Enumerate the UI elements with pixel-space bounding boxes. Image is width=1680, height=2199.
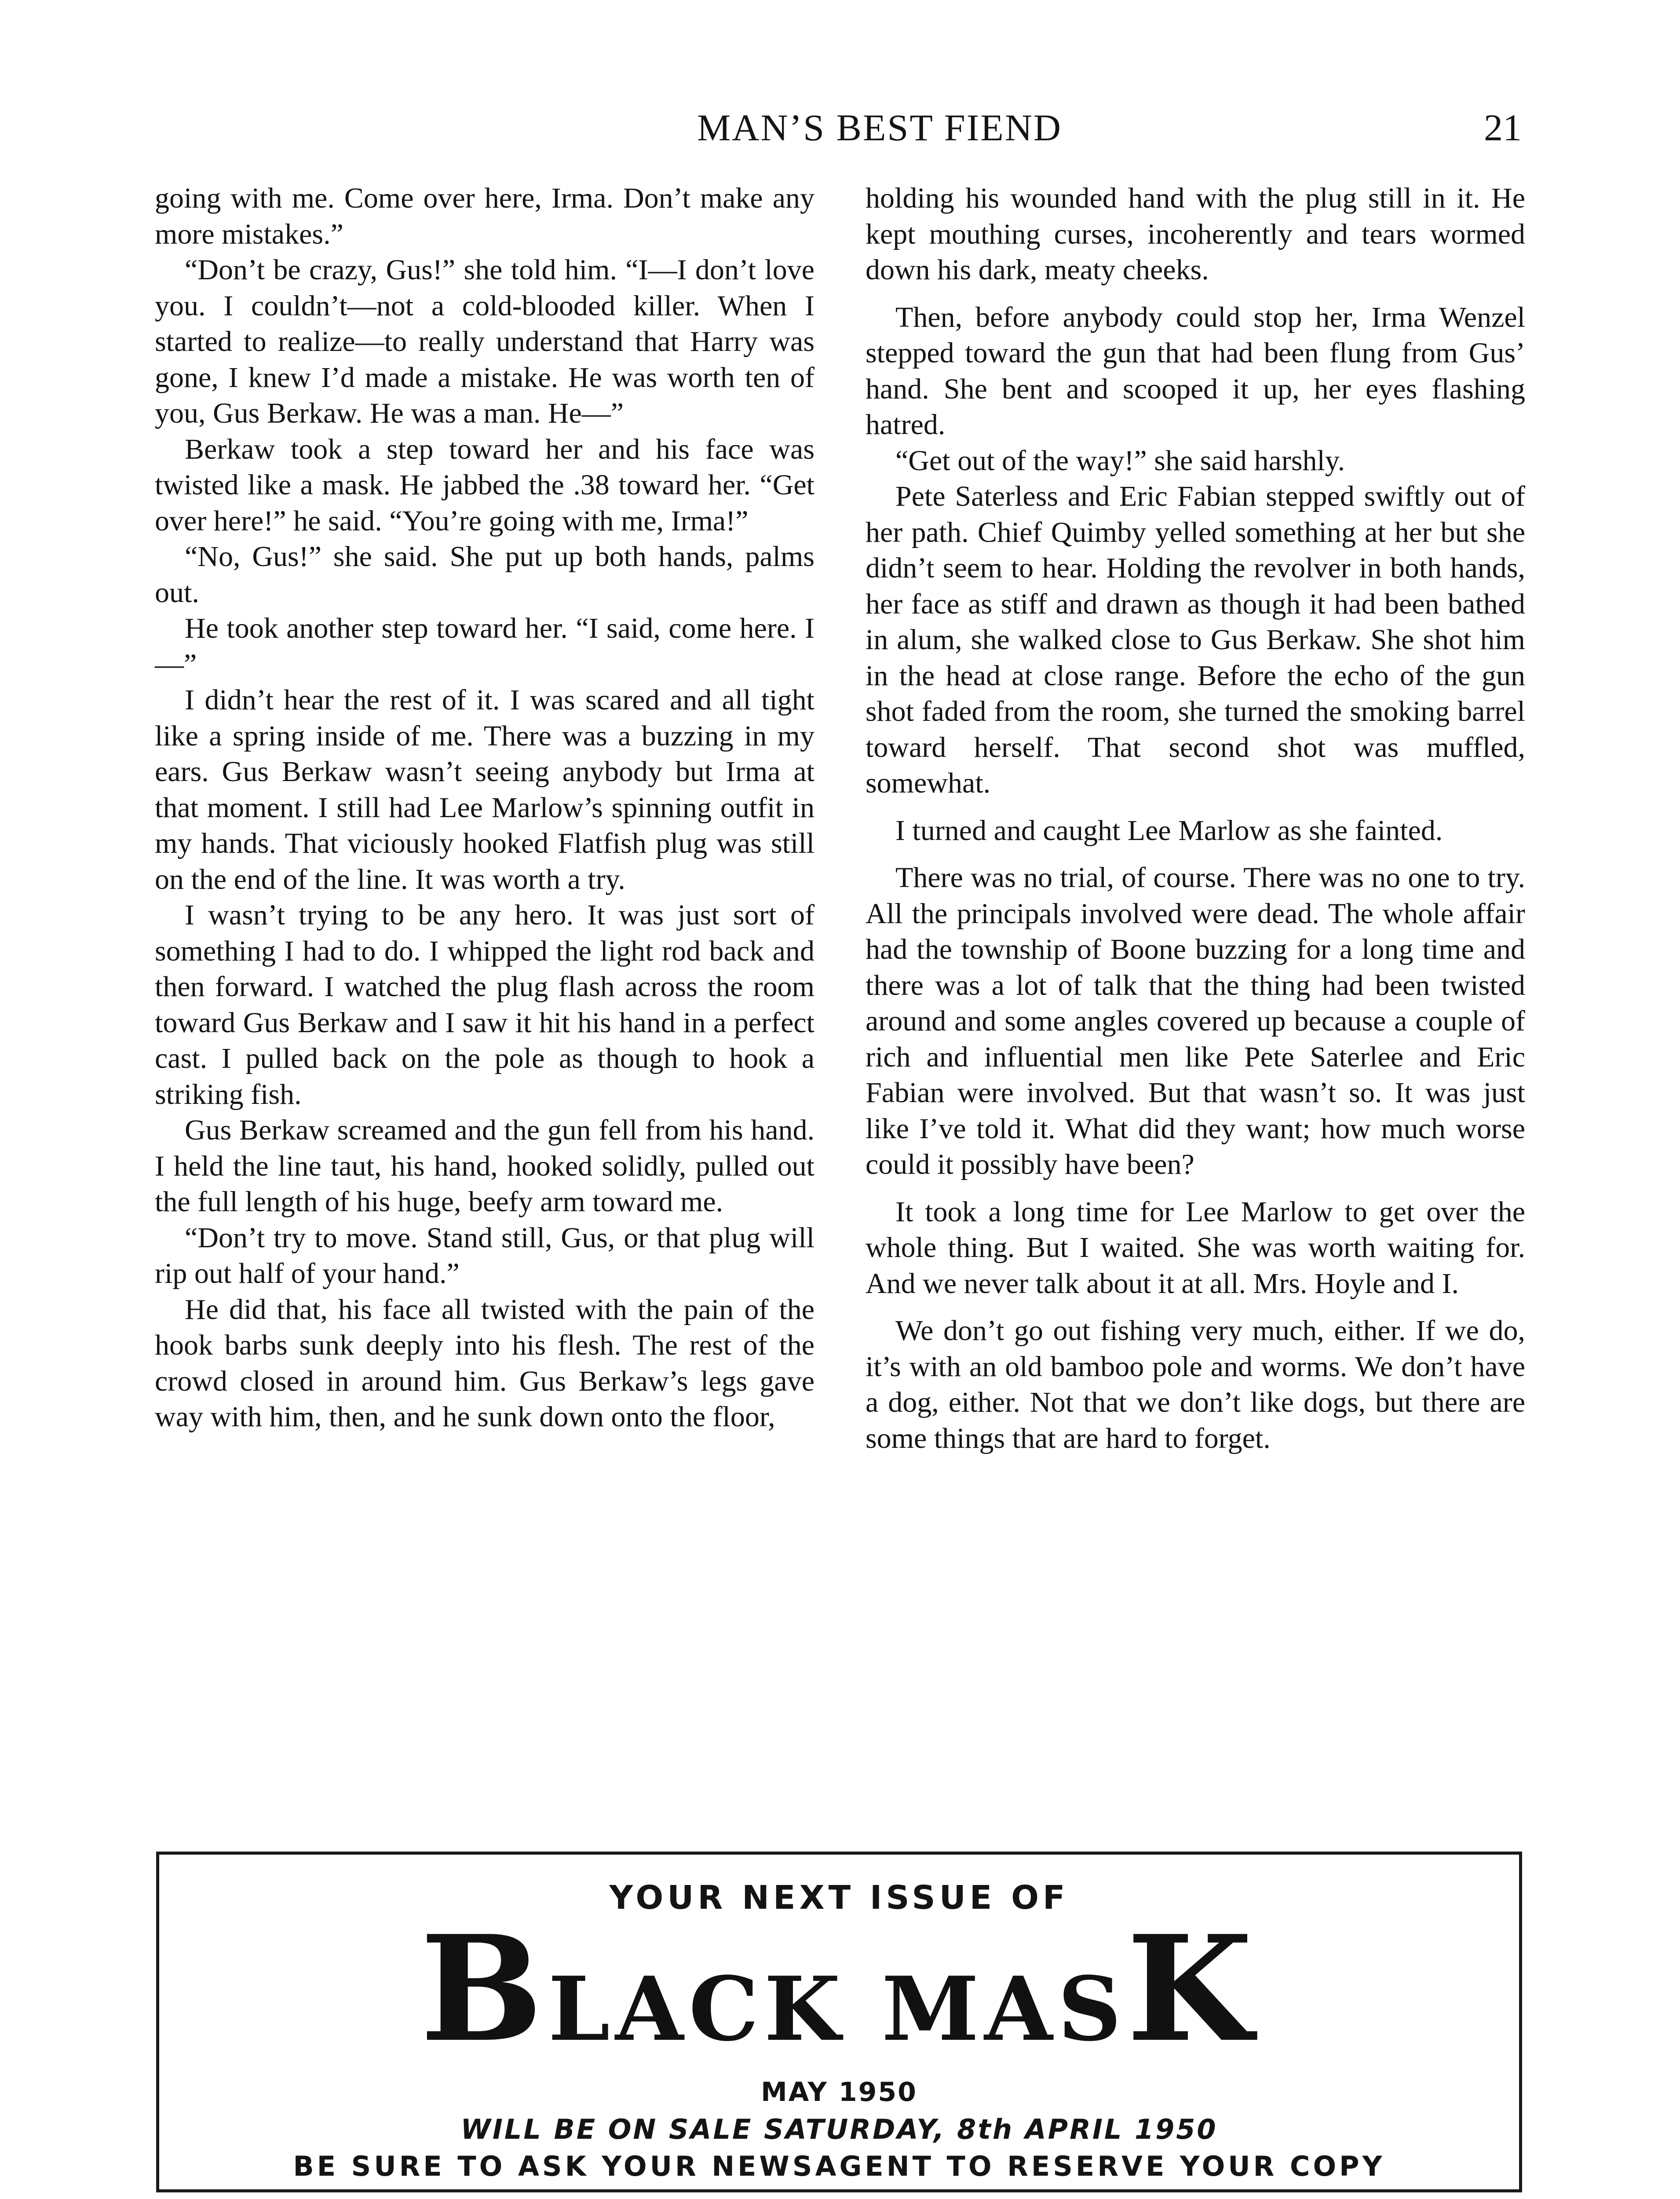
logo-middle: LACK MAS [548,1958,1127,2061]
logo-final: K [1126,1903,1258,2074]
paragraph: I turned and caught Lee Marlow as she fainted. [895,814,1443,847]
paragraph: We don’t go out fishing very much, either. If we do, it’s with an old bamboo pole and worms. We don’t have a dog, either. Not that we don’t like dogs, but there are some things that are hard to forget. [866,1315,1525,1454]
page-number: 21 [1484,106,1522,149]
reserve-line: BE SURE TO ASK YOUR NEWSAGENT TO RESERVE YOUR COPY [293,2150,1385,2182]
paragraph: There was no trial, of course. There was no one to try. All the principals involved were dead. The whole affair had the township of Boone buzzing for a long time and there was a lot of talk that the thing had been twisted around and some angles covered up because a couple of rich and influential men like Pete Saterlee and Eric Fabian were involved. But that wasn’t so. It was just like I’ve told it. What did they want; how much worse could it possibly have been? [866,862,1525,1180]
paragraph: It took a long time for Lee Marlow to get over the whole thing. But I waited. She was worth waiting for. And we never talk about it at all. Mrs. Hoyle and I. [866,1195,1525,1300]
paragraph: He took another step toward her. “I said, come here. I—” [155,612,814,680]
issue-date: MAY 1950 [761,2077,917,2108]
paragraph: “Don’t be crazy, Gus!” she told him. “I—I don’t love you. I couldn’t—not a cold-blooded killer. When I started to realize—to really understand that Harry was gone, I knew I’d made a mistake. He was worth ten of you, Gus Berkaw. He was a man. He—” [155,254,814,429]
paragraph: He did that, his face all twisted with the pain of the hook barbs sunk deeply into his flesh. The rest of the crowd closed in around him. Gus Berkaw’s legs gave way with him, then, and he sunk down onto the floor, [155,1293,814,1433]
paragraph: Gus Berkaw screamed and the gun fell from his hand. I held the line taut, his hand, hooked solidly, pulled out the full length of his huge, beefy arm toward me. [155,1114,814,1218]
paragraph: “Don’t try to move. Stand still, Gus, or that plug will rip out half of your hand.” [155,1221,814,1289]
paragraph: Then, before anybody could stop her, Irma Wenzel stepped toward the gun that had been flung from Gus’ hand. She bent and scooped it up, her eyes flashing hatred. [866,301,1525,441]
running-head: MAN’S BEST FIEND [697,106,1063,149]
left-text-column [155,180,814,1435]
paragraph: I wasn’t trying to be any hero. It was just sort of something I had to do. I whipped the light rod back and then forward. I watched the plug flash across the room toward Gus Berkaw and I saw it hit his hand in a perfect cast. I pulled back on the pole as though to hook a striking fish. [155,899,814,1110]
on-sale-line: WILL BE ON SALE SATURDAY, 8th APRIL 1950 [460,2113,1218,2145]
black-mask-logo [159,1903,1519,2082]
paragraph: holding his wounded hand with the plug still in it. He kept mouthing curses, incoherently and tears wormed down his dark, meaty cheeks. [866,182,1525,286]
logo-initial: B [420,1903,548,2074]
paragraph: I didn’t hear the rest of it. I was scared and all tight like a spring inside of me. There was a buzzing in my ears. Gus Berkaw wasn’t seeing anybody but Irma at that moment. I still had Lee Marlow’s spinning outfit in my hands. That viciously hooked Flatfish plug was still on the end of the line. It was worth a try. [155,684,814,895]
next-issue-advert [156,1852,1522,2192]
paragraph: “No, Gus!” she said. She put up both hands, palms out. [155,541,814,609]
paragraph: going with me. Come over here, Irma. Don’t make any more mistakes.” [155,182,814,250]
paragraph: Berkaw took a step toward her and his face was twisted like a mask. He jabbed the .38 toward her. “Get over here!” he said. “You’re going with me, Irma!” [155,433,814,537]
paragraph: “Get out of the way!” she said harshly. [895,444,1345,477]
right-text-column [866,180,1525,1456]
paragraph: Pete Saterless and Eric Fabian stepped swiftly out of her path. Chief Quimby yelled something at her but she didn’t seem to hear. Holding the revolver in both hands, her face as stiff and drawn as though it had been bathed in alum, she walked close to Gus Berkaw. She shot him in the head at close range. Before the echo of the gun shot faded from the room, she turned the smoking barrel toward herself. That second shot was muffled, somewhat. [866,480,1525,799]
advert-kicker: YOUR NEXT ISSUE OF [609,1879,1069,1917]
